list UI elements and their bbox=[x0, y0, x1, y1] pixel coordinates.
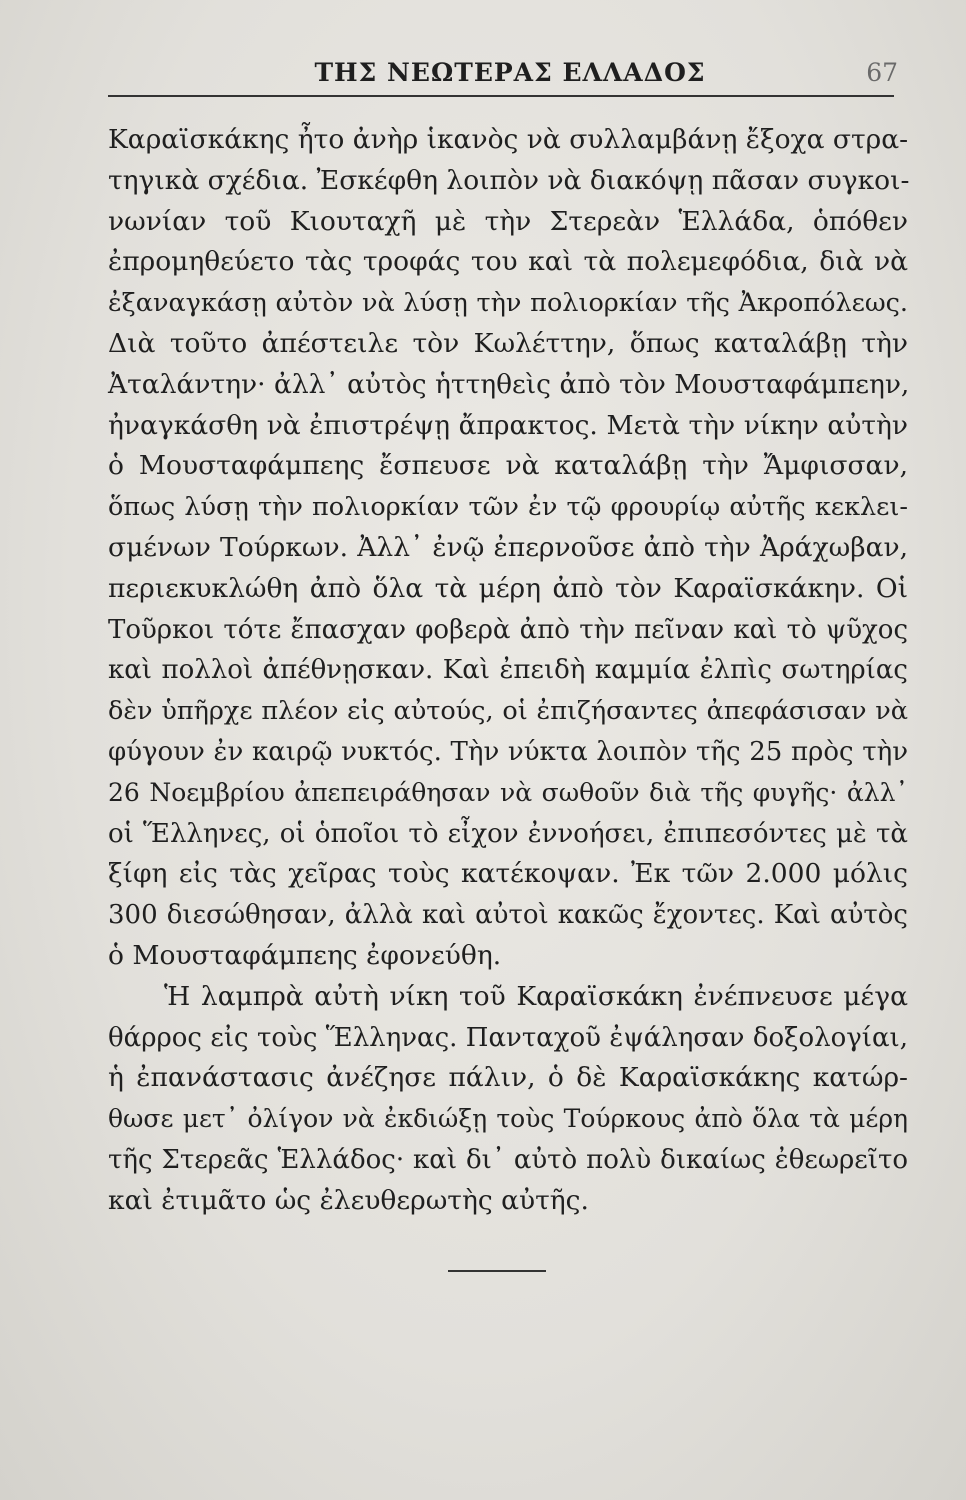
text-line: οἱ Ἕλληνες, οἱ ὁποῖοι τὸ εἶχον ἐννοήσει, ἐπιπεσόντες μὲ τὰ bbox=[108, 818, 908, 849]
text-line: Καραϊσκάκης ἦτο ἀνὴρ ἱκανὸς νὰ συλλαμβάνῃ ἔξοχα στρα- bbox=[108, 124, 909, 155]
paragraph-end-line: καὶ ἐτιμᾶτο ὡς ἐλευθερωτὴς αὐτῆς. bbox=[108, 1184, 589, 1216]
text-line: ὁ Μουσταφάμπεης ἔσπευσε νὰ καταλάβῃ τὴν Ἄμφισσαν, bbox=[108, 450, 908, 482]
text-line: Διὰ τοῦτο ἀπέστειλε τὸν Κωλέττην, ὅπως καταλάβῃ τὴν bbox=[108, 327, 908, 359]
page-number: 67 bbox=[866, 58, 898, 87]
body-text bbox=[108, 120, 908, 1222]
text-line: ἠναγκάσθη νὰ ἐπιστρέψῃ ἄπρακτος. Μετὰ τὴν νίκην αὐτὴν bbox=[108, 409, 908, 441]
text-line: θωσε μετ᾽ ὀλίγον νὰ ἐκδιώξῃ τοὺς Τούρκους ἀπὸ ὅλα τὰ μέρη bbox=[108, 1104, 908, 1134]
text-line: ἐξαναγκάσῃ αὐτὸν νὰ λύσῃ τὴν πολιορκίαν τῆς Ἀκροπόλεως. bbox=[108, 288, 908, 319]
text-line: νωνίαν τοῦ Κιουταχῆ μὲ τὴν Στερεὰν Ἑλλάδα, ὁπόθεν bbox=[108, 205, 908, 237]
text-line: θάρρος εἰς τοὺς Ἕλληνας. Πανταχοῦ ἐψάλησαν δοξολογίαι, bbox=[108, 1022, 908, 1053]
text-line: ἡ ἐπανάστασις ἀνέζησε πάλιν, ὁ δὲ Καραϊσκάκης κατώρ- bbox=[108, 1062, 908, 1094]
text-line: 300 διεσώθησαν, ἀλλὰ καὶ αὐτοὶ κακῶς ἔχοντες. Καὶ αὐτὸς bbox=[108, 900, 908, 931]
section-end-rule bbox=[448, 1270, 546, 1272]
paragraph-end-line: ὁ Μουσταφάμπεης ἐφονεύθη. bbox=[108, 939, 502, 971]
text-line: δὲν ὑπῆρχε πλέον εἰς αὐτούς, οἱ ἐπιζήσαντες ἀπεφάσισαν νὰ bbox=[108, 696, 908, 727]
text-line: ἐπρομηθεύετο τὰς τροφάς του καὶ τὰ πολεμεφόδια, διὰ νὰ bbox=[108, 246, 908, 278]
text-line: Ἀταλάντην· ἀλλ᾽ αὐτὸς ἡττηθεὶς ἀπὸ τὸν Μουσταφάμπεην, bbox=[108, 368, 910, 400]
text-line: σμένων Τούρκων. Ἀλλ᾽ ἐνῷ ἐπερνοῦσε ἀπὸ τὴν Ἀράχωβαν, bbox=[108, 531, 908, 563]
text-line: ξίφη εἰς τὰς χεῖρας τοὺς κατέκοψαν. Ἐκ τῶν 2.000 μόλις bbox=[108, 858, 908, 890]
running-header bbox=[110, 52, 910, 92]
text-line: 26 Νοεμβρίου ἀπεπειράθησαν νὰ σωθοῦν διὰ τῆς φυγῆς· ἀλλ᾽ bbox=[108, 777, 908, 807]
running-head-title: ΤΗΣ ΝΕΩΤΕΡΑΣ ΕΛΛΑΔΟΣ bbox=[314, 58, 706, 87]
text-line: περιεκυκλώθη ἀπὸ ὅλα τὰ μέρη ἀπὸ τὸν Καραϊσκάκην. Οἱ bbox=[108, 572, 908, 604]
paragraph-start-line: Ἡ λαμπρὰ αὐτὴ νίκη τοῦ Καραϊσκάκη ἐνέπνευσε μέγα bbox=[164, 980, 908, 1012]
header-rule bbox=[108, 95, 894, 97]
text-line: τηγικὰ σχέδια. Ἐσκέφθη λοιπὸν νὰ διακόψῃ πᾶσαν συγκοι- bbox=[108, 164, 910, 196]
text-line: Τοῦρκοι τότε ἔπασχαν φοβερὰ ἀπὸ τὴν πεῖναν καὶ τὸ ψῦχος bbox=[108, 614, 908, 645]
text-line: ὅπως λύσῃ τὴν πολιορκίαν τῶν ἐν τῷ φρουρίῳ αὐτῆς κεκλει- bbox=[108, 492, 908, 523]
text-line: φύγουν ἐν καιρῷ νυκτός. Τὴν νύκτα λοιπὸν τῆς 25 πρὸς τὴν bbox=[108, 736, 908, 767]
text-line: καὶ πολλοὶ ἀπέθνῃσκαν. Καὶ ἐπειδὴ καμμία ἐλπὶς σωτηρίας bbox=[108, 655, 908, 686]
text-line: τῆς Στερεᾶς Ἑλλάδος· καὶ δι᾽ αὐτὸ πολὺ δικαίως ἐθεωρεῖτο bbox=[108, 1144, 908, 1175]
